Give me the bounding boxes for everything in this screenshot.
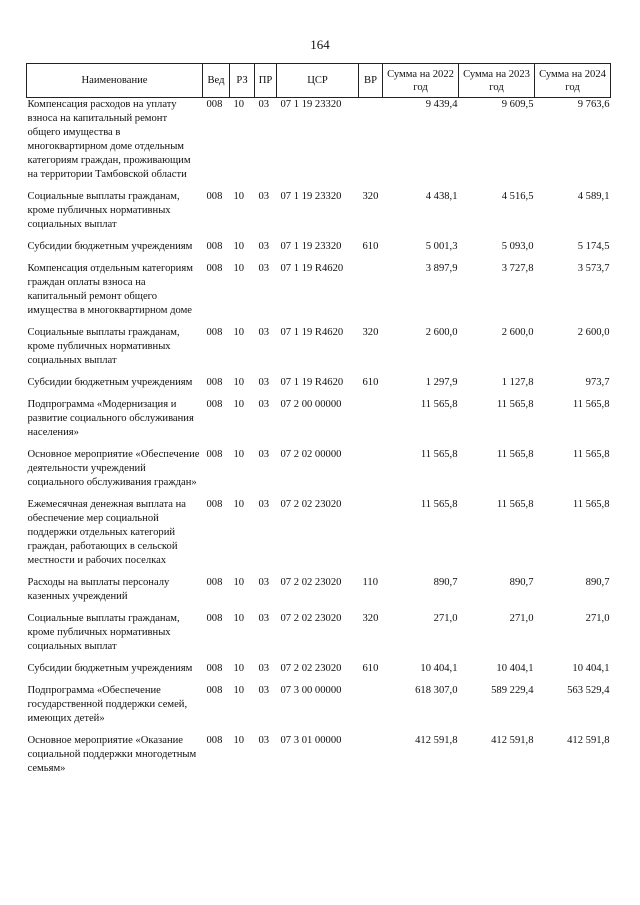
table-row — [27, 498, 611, 576]
row-sum-2022: 4 438,1 — [425, 191, 458, 202]
row-rz: 10 — [233, 99, 245, 110]
table-row — [27, 448, 611, 498]
row-vr — [359, 734, 383, 784]
row-sum-2024: 11 565,8 — [572, 449, 610, 460]
row-rz: 10 — [233, 327, 245, 338]
row-vr: 610 — [362, 377, 379, 388]
row-ved: 008 — [206, 499, 223, 510]
row-sum-2022: 3 897,9 — [425, 263, 458, 274]
row-csr: 07 2 02 23020 — [280, 663, 342, 674]
row-sum-2024: 4 589,1 — [577, 191, 610, 202]
row-sum-2024: 2 600,0 — [577, 327, 610, 338]
row-pr: 03 — [258, 735, 270, 746]
row-pr: 03 — [258, 577, 270, 588]
row-pr: 03 — [258, 263, 270, 274]
row-rz: 10 — [233, 735, 245, 746]
table-body — [27, 98, 611, 785]
row-ved: 008 — [206, 327, 223, 338]
row-ved: 008 — [206, 449, 223, 460]
row-sum-2023: 3 727,8 — [501, 263, 534, 274]
row-vr: 110 — [362, 577, 378, 588]
row-rz: 10 — [233, 663, 245, 674]
row-vr — [359, 448, 383, 498]
row-csr: 07 3 01 00000 — [280, 735, 342, 746]
table-row — [27, 262, 611, 326]
row-sum-2022: 11 565,8 — [420, 499, 458, 510]
row-rz: 10 — [233, 263, 245, 274]
row-sum-2022: 412 591,8 — [415, 735, 458, 746]
row-vr — [359, 498, 383, 576]
row-sum-2024: 9 763,6 — [577, 99, 610, 110]
row-name: Компенсация отдельным категориям граждан оплаты взноса на капитальный ремонт общего имущества в многоквартирном доме — [27, 263, 193, 316]
row-sum-2022: 9 439,4 — [425, 99, 458, 110]
table-row — [27, 662, 611, 684]
column-header-sum-2022: Сумма на 2022 год — [383, 64, 459, 98]
table-header — [27, 64, 611, 98]
column-header-vr: ВР — [359, 64, 383, 98]
row-rz: 10 — [233, 399, 245, 410]
row-sum-2023: 412 591,8 — [491, 735, 534, 746]
column-header-sum-2023: Сумма на 2023 год — [459, 64, 535, 98]
row-vr: 320 — [362, 191, 379, 202]
row-csr: 07 2 00 00000 — [280, 399, 342, 410]
row-vr: 610 — [362, 241, 379, 252]
table-row — [27, 326, 611, 376]
row-pr: 03 — [258, 613, 270, 624]
row-ved: 008 — [206, 263, 223, 274]
table-row — [27, 190, 611, 240]
row-sum-2024: 5 174,5 — [577, 241, 610, 252]
row-name: Социальные выплаты гражданам, кроме публичных нормативных социальных выплат — [27, 327, 180, 366]
row-vr: 610 — [362, 663, 379, 674]
row-name: Компенсация расходов на уплату взноса на капитальный ремонт общего имущества в многоквартирном доме отдельным категориям граждан, проживающим на территории Тамбовской области — [27, 99, 191, 180]
row-name: Субсидии бюджетным учреждениям — [27, 377, 193, 388]
column-header-rz: РЗ — [230, 64, 255, 98]
row-sum-2023: 1 127,8 — [501, 377, 534, 388]
table-row — [27, 612, 611, 662]
page-number: 164 — [310, 37, 330, 52]
column-header-sum-2024: Сумма на 2024 год — [535, 64, 611, 98]
row-sum-2023: 890,7 — [509, 577, 534, 588]
row-rz: 10 — [233, 449, 245, 460]
row-rz: 10 — [233, 241, 245, 252]
row-sum-2022: 890,7 — [433, 577, 458, 588]
row-sum-2024: 11 565,8 — [572, 499, 610, 510]
row-rz: 10 — [233, 577, 245, 588]
row-name: Субсидии бюджетным учреждениям — [27, 663, 193, 674]
row-pr: 03 — [258, 399, 270, 410]
row-name: Основное мероприятие «Обеспечение деятельности учреждений социального обслуживания граждан» — [27, 449, 200, 488]
row-csr: 07 1 19 23320 — [280, 99, 342, 110]
row-pr: 03 — [258, 99, 270, 110]
row-sum-2023: 589 229,4 — [491, 685, 534, 696]
column-header-name: Наименование — [27, 64, 203, 98]
row-pr: 03 — [258, 327, 270, 338]
row-sum-2023: 11 565,8 — [496, 499, 534, 510]
row-rz: 10 — [233, 377, 245, 388]
row-sum-2023: 9 609,5 — [501, 99, 534, 110]
row-csr: 07 1 19 R4620 — [280, 377, 344, 388]
table-row — [27, 398, 611, 448]
row-name: Социальные выплаты гражданам, кроме публичных нормативных социальных выплат — [27, 613, 180, 652]
row-sum-2024: 271,0 — [585, 613, 610, 624]
row-sum-2022: 1 297,9 — [425, 377, 458, 388]
row-ved: 008 — [206, 399, 223, 410]
row-sum-2023: 2 600,0 — [501, 327, 534, 338]
row-pr: 03 — [258, 377, 270, 388]
row-csr: 07 2 02 23020 — [280, 499, 342, 510]
row-vr: 320 — [362, 327, 379, 338]
row-pr: 03 — [258, 663, 270, 674]
row-sum-2023: 4 516,5 — [501, 191, 534, 202]
row-sum-2024: 10 404,1 — [572, 663, 610, 674]
row-name: Расходы на выплаты персоналу казенных учреждений — [27, 577, 170, 602]
row-vr — [359, 684, 383, 734]
row-vr — [359, 98, 383, 191]
table-row — [27, 376, 611, 398]
table-row — [27, 240, 611, 262]
row-sum-2022: 11 565,8 — [420, 449, 458, 460]
row-pr: 03 — [258, 685, 270, 696]
row-ved: 008 — [206, 735, 223, 746]
row-sum-2024: 563 529,4 — [567, 685, 610, 696]
row-ved: 008 — [206, 377, 223, 388]
row-csr: 07 1 19 23320 — [280, 191, 342, 202]
row-sum-2024: 11 565,8 — [572, 399, 610, 410]
row-sum-2022: 618 307,0 — [415, 685, 458, 696]
table-row — [27, 98, 611, 191]
row-name: Подпрограмма «Обеспечение государственной поддержки семей, имеющих детей» — [27, 685, 188, 724]
row-csr: 07 1 19 23320 — [280, 241, 342, 252]
row-name: Субсидии бюджетным учреждениям — [27, 241, 193, 252]
row-vr — [359, 262, 383, 326]
row-name: Ежемесячная денежная выплата на обеспечение мер социальной поддержки отдельных категорий граждан, работающих в сельской местности и рабочих поселках — [27, 499, 186, 566]
row-sum-2023: 271,0 — [509, 613, 534, 624]
row-csr: 07 2 02 23020 — [280, 577, 342, 588]
row-vr — [359, 398, 383, 448]
row-sum-2022: 10 404,1 — [420, 663, 458, 674]
row-ved: 008 — [206, 99, 223, 110]
row-ved: 008 — [206, 685, 223, 696]
row-ved: 008 — [206, 241, 223, 252]
row-sum-2022: 11 565,8 — [420, 399, 458, 410]
row-rz: 10 — [233, 499, 245, 510]
column-header-ved: Вед — [203, 64, 230, 98]
row-pr: 03 — [258, 499, 270, 510]
row-pr: 03 — [258, 191, 270, 202]
row-csr: 07 3 00 00000 — [280, 685, 342, 696]
row-sum-2023: 11 565,8 — [496, 399, 534, 410]
row-csr: 07 2 02 23020 — [280, 613, 342, 624]
table-row — [27, 576, 611, 612]
row-pr: 03 — [258, 449, 270, 460]
row-name: Социальные выплаты гражданам, кроме публичных нормативных социальных выплат — [27, 191, 180, 230]
row-sum-2024: 890,7 — [585, 577, 610, 588]
row-sum-2023: 10 404,1 — [496, 663, 534, 674]
column-header-pr: ПР — [255, 64, 277, 98]
row-pr: 03 — [258, 241, 270, 252]
row-csr: 07 1 19 R4620 — [280, 327, 344, 338]
table-row — [27, 734, 611, 784]
row-ved: 008 — [206, 191, 223, 202]
row-sum-2023: 11 565,8 — [496, 449, 534, 460]
row-sum-2022: 2 600,0 — [425, 327, 458, 338]
row-csr: 07 1 19 R4620 — [280, 263, 344, 274]
row-rz: 10 — [233, 191, 245, 202]
row-sum-2022: 271,0 — [433, 613, 458, 624]
row-sum-2024: 3 573,7 — [577, 263, 610, 274]
row-name: Основное мероприятие «Оказание социальной поддержки многодетным семьям» — [27, 735, 197, 774]
row-rz: 10 — [233, 613, 245, 624]
row-csr: 07 2 02 00000 — [280, 449, 342, 460]
row-sum-2024: 973,7 — [585, 377, 610, 388]
row-sum-2024: 412 591,8 — [567, 735, 610, 746]
row-rz: 10 — [233, 685, 245, 696]
row-ved: 008 — [206, 613, 223, 624]
budget-table — [26, 63, 611, 784]
row-sum-2022: 5 001,3 — [425, 241, 458, 252]
column-header-csr: ЦСР — [277, 64, 359, 98]
row-vr: 320 — [362, 613, 379, 624]
table-row — [27, 684, 611, 734]
row-sum-2023: 5 093,0 — [501, 241, 534, 252]
row-name: Подпрограмма «Модернизация и развитие социального обслуживания населения» — [27, 399, 194, 438]
row-ved: 008 — [206, 663, 223, 674]
row-ved: 008 — [206, 577, 223, 588]
